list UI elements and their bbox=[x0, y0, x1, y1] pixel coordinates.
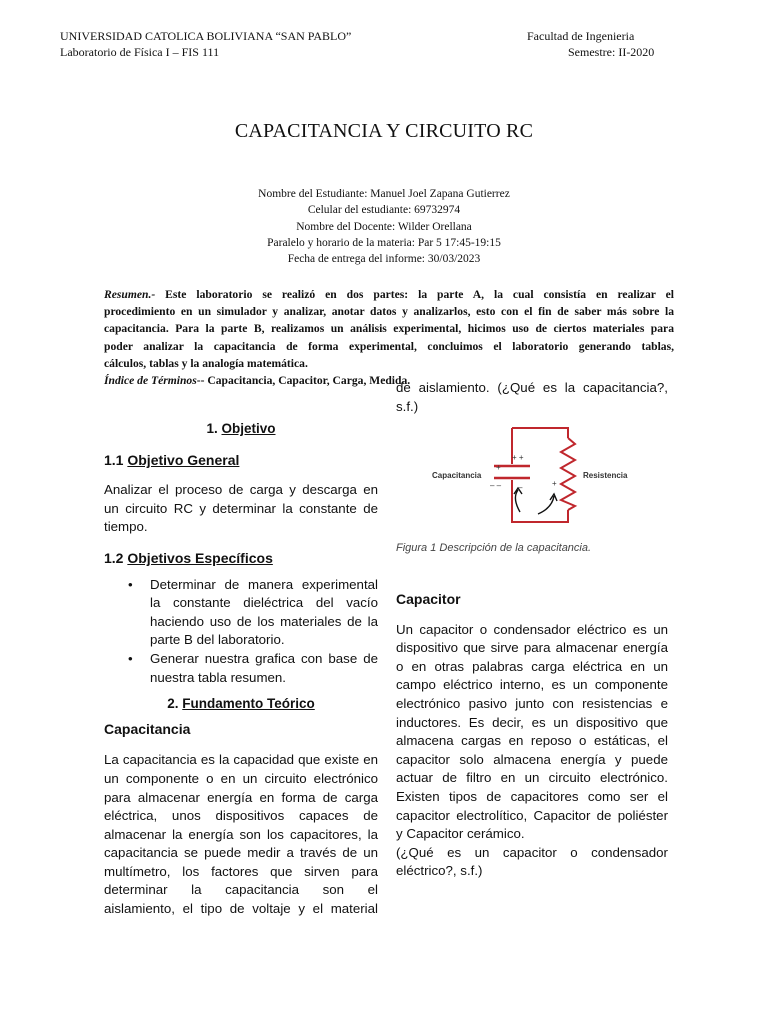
minus-signs: – – bbox=[490, 481, 502, 490]
abstract-line-5: cálculos, tablas y la analogía matemática. bbox=[104, 356, 308, 370]
info-student: Nombre del Estudiante: Manuel Joel Zapana Gutierrez bbox=[258, 188, 510, 200]
capacitor-section bbox=[396, 590, 668, 881]
index-terms-list: Capacitancia, Capacitor, Carga, Medida. bbox=[204, 374, 411, 388]
abstract-line-4: poder analizar la capacitancia de forma experimental, concluimos el laboratorio generando tablas, bbox=[104, 339, 674, 353]
index-terms: Índice de Términos-- Capacitancia, Capacitor, Carga, Medida. bbox=[104, 374, 411, 388]
capacitor-text: Un capacitor o condensador eléctrico es un dispositivo que sirve para almacenar energía o en otras palabras carga eléctrica en un campo eléctrico interno, es un componente electrónico pasivo junto con resistencias e inductores. Es decir, es un dispositivo que almacena cargas en reposo o estáticas, el capacitor solo almacena energía y puede actuar de filtro en un circuito electrónico. Existen tipos de capacitores como ser el capacitor electrolítico, Capacitor de poliéster y Capacitor cerámico. (¿Qué es un capacitor o condensador eléctrico?, s.f.) bbox=[396, 621, 668, 879]
abstract-line-1: Resumen.- Este laboratorio se realizó en dos partes: la parte A, la cual consistía en realizar el bbox=[104, 288, 674, 301]
circuit-wire bbox=[512, 428, 568, 522]
figure-caption: Figura 1 Descripción de la capacitancia. bbox=[396, 542, 592, 554]
index-terms-label: Índice de Términos bbox=[104, 374, 197, 388]
plus-single: + bbox=[496, 463, 501, 472]
plus-signs: + + bbox=[512, 453, 524, 462]
plus-right: + bbox=[552, 479, 557, 488]
page-title: CAPACITANCIA Y CIRCUITO RC bbox=[234, 120, 534, 142]
bullet: • bbox=[128, 650, 133, 666]
abstract bbox=[104, 286, 674, 389]
left-column bbox=[104, 420, 378, 919]
capacitance-figure bbox=[428, 418, 638, 530]
faculty-name: Facultad de Ingenieria bbox=[527, 29, 635, 43]
objetivos-list bbox=[104, 576, 378, 688]
abstract-label: Resumen.- bbox=[104, 288, 156, 301]
label-capacitancia: Capacitancia bbox=[432, 471, 482, 480]
bullet: • bbox=[128, 576, 133, 592]
capacitancia-text: La capacitancia es la capacidad que existe en un componente o en un circuito electrónico para almacenar energía en forma de carga eléctrica, unos dispositivos capaces de almacenar la energía son los capacitores, la capacitancia se puede medir a través de un multímetro, los factores que sirven para determinar la capacitancia son el aislamiento, el tipo de voltaje y el material bbox=[104, 752, 378, 917]
right-column bbox=[396, 379, 668, 416]
capacitancia-continuation: de aislamiento. (¿Qué es la capacitancia?, s.f.) bbox=[396, 380, 668, 414]
objetivos-especificos-heading: 1.2 Objetivos Específicos bbox=[104, 549, 273, 566]
minus-single: – bbox=[518, 483, 523, 492]
arrow-left bbox=[515, 490, 520, 512]
info-phone: Celular del estudiante: 69732974 bbox=[307, 204, 461, 217]
abstract-line-2: procedimiento en un simulador y analizar, anotar datos y analizarlos, esto con el fin de saber más sobre la bbox=[104, 305, 674, 319]
objetivo-general-text: Analizar el proceso de carga y descarga en un circuito RC y determinar la constante de tiempo. bbox=[104, 482, 378, 535]
info-teacher: Nombre del Docente: Wilder Orellana bbox=[296, 220, 472, 233]
info-schedule: Paralelo y horario de la materia: Par 5 17:45-19:15 bbox=[267, 236, 501, 249]
abstract-line-3: capacitancia. Para la parte B, realizamos un análisis experimental, hicimos uso de ciertos materiales para bbox=[104, 322, 674, 336]
capacitor-heading: Capacitor bbox=[396, 591, 461, 607]
list-item: • Generar nuestra grafica con base de nuestra tabla resumen. bbox=[128, 650, 378, 685]
list-item: • Determinar de manera experimental la constante dieléctrica del vacío haciendo uso de los materiales de la parte B del laboratorio. bbox=[128, 576, 378, 648]
student-info bbox=[0, 186, 768, 267]
circuit-diagram bbox=[428, 418, 638, 530]
section-fundamento-heading: 2. Fundamento Teórico bbox=[167, 696, 315, 712]
lab-name: Laboratorio de Física I – FIS 111 bbox=[60, 45, 220, 59]
resistor-symbol bbox=[561, 438, 575, 510]
capacitancia-heading: Capacitancia bbox=[104, 720, 191, 737]
semester: Semestre: II-2020 bbox=[568, 45, 655, 59]
university-name: UNIVERSIDAD CATOLICA BOLIVIANA “SAN PABLO” bbox=[60, 29, 352, 43]
objetivo-general-heading: 1.1 Objetivo General bbox=[104, 451, 240, 468]
info-date: Fecha de entrega del informe: 30/03/2023 bbox=[287, 253, 481, 266]
label-resistencia: Resistencia bbox=[583, 471, 628, 480]
section-objetivo-heading: 1. Objetivo bbox=[206, 421, 276, 436]
